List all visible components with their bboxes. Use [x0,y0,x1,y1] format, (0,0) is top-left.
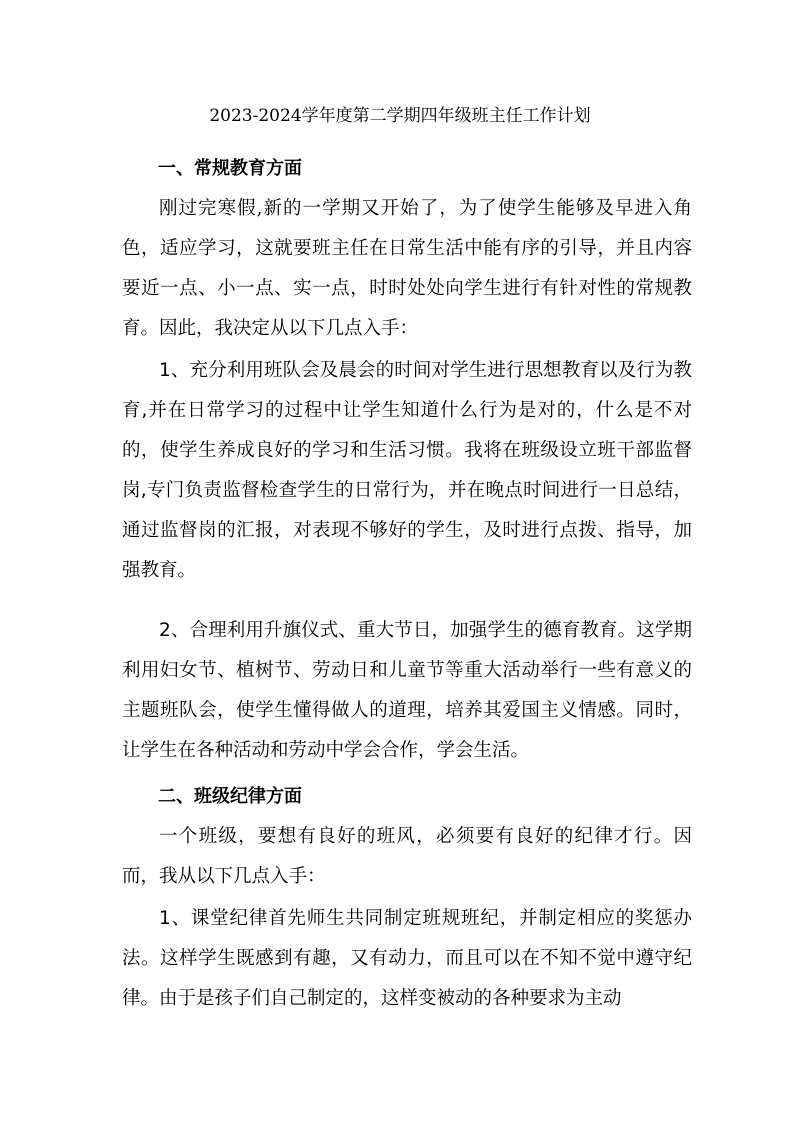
section-intro-paragraph: 一个班级，要想有良好的班风，必须要有良好的纪律才行。因而，我从以下几点入手： [122,826,692,887]
section-item-paragraph: 1、课堂纪律首先师生共同制定班规班纪，并制定相应的奖惩办法。这样学生既感到有趣，又有动力，而且可以在不知不觉中遵守纪律。由于是孩子们自己制定的，这样变被动的各种要求为主动 [122,908,692,1009]
section-intro-paragraph: 刚过完寒假,新的一学期又开始了，为了使学生能够及早进入角色，适应学习，这就要班主任在日常生活中能有序的引导，并且内容要近一点、小一点、实一点，时时处处向学生进行有针对性的常规教育。因此，我决定从以下几点入手： [122,198,692,339]
section-heading-routine-education: 一、常规教育方面 [158,158,302,179]
section-item-paragraph: 1、充分利用班队会及晨会的时间对学生进行思想教育以及行为教育,并在日常学习的过程中让学生知道什么行为是对的，什么是不对的，使学生养成良好的学习和生活习惯。我将在班级设立班干部监督岗,专门负责监督检查学生的日常行为，并在晚点时间进行一日总结，通过监督岗的汇报，对表现不够好的学生，及时进行点拨、指导，加强教育。 [122,360,692,581]
document-title: 2023-2024学年度第二学期四年级班主任工作计划 [209,106,591,126]
section-heading-class-discipline: 二、班级纪律方面 [158,786,302,807]
section-item-paragraph: 2、合理利用升旗仪式、重大节日，加强学生的德育教育。这学期利用妇女节、植树节、劳动日和儿童节等重大活动举行一些有意义的主题班队会，使学生懂得做人的道理，培养其爱国主义情感。同时，让学生在各种活动和劳动中学会合作，学会生活。 [122,620,692,761]
